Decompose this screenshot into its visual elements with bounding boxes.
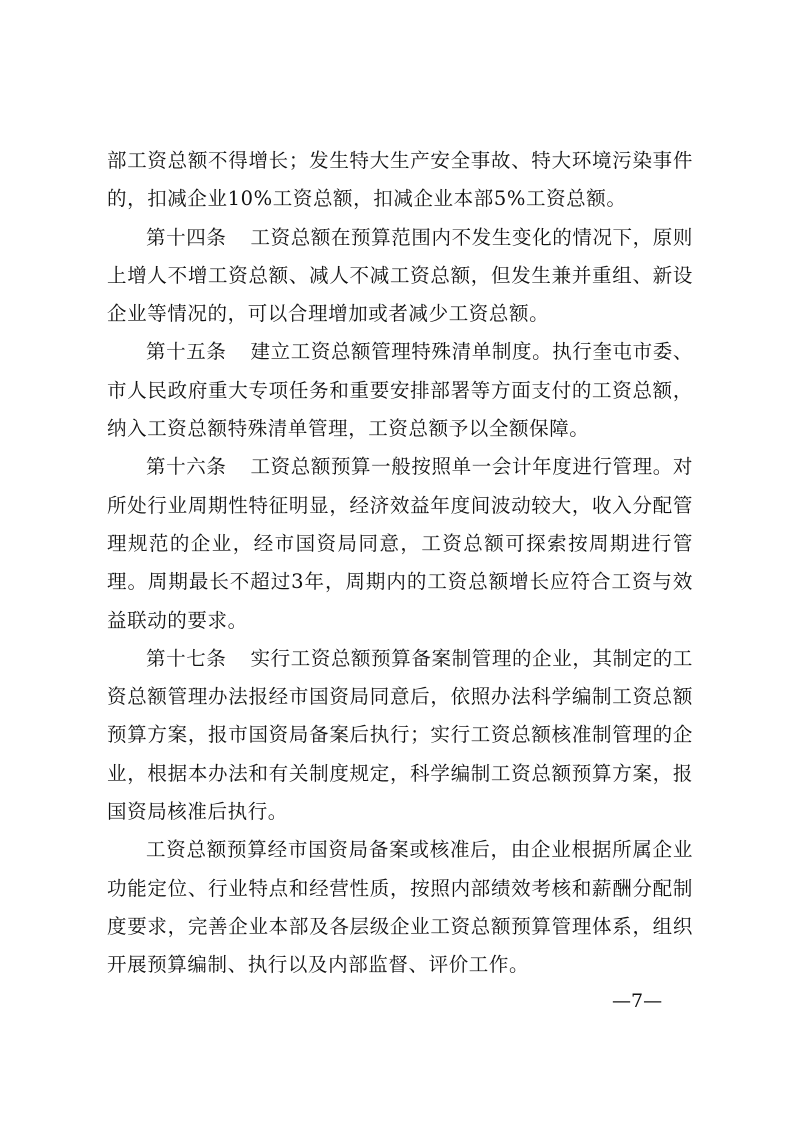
closing-paragraph: 工资总额预算经市国资局备案或核准后，由企业根据所属企业功能定位、行业特点和经营性质，按照内部绩效考核和薪酬分配制度要求，完善企业本部及各层级企业工资总额预算管理体系，组织开展预算编制、执行以及内部监督、评价工作。 bbox=[107, 838, 693, 977]
article-14 bbox=[107, 219, 693, 334]
article-text: 工资总额预算一般按照单一会计年度进行管理。对所处行业周期性特征明显，经济效益年度间波动较大，收入分配管理规范的企业，经市国资局同意，工资总额可探索按周期进行管理。周期最长不超过3年，周期内的工资总额增长应符合工资与效益联动的要求。 bbox=[107, 455, 693, 632]
article-17 bbox=[107, 640, 693, 831]
article-text: 实行工资总额预算备案制管理的企业，其制定的工资总额管理办法报经市国资局同意后，依照办法科学编制工资总额预算方案，报市国资局备案后执行；实行工资总额核准制管理的企业，根据本办法和有关制度规定，科学编制工资总额预算方案，报国资局核准后执行。 bbox=[107, 646, 693, 824]
article-number: 第十四条 bbox=[146, 225, 227, 249]
article-16 bbox=[107, 448, 693, 639]
page-number: —7— bbox=[612, 990, 663, 1012]
article-text: 工资总额在预算范围内不发生变化的情况下，原则上增人不增工资总额、减人不减工资总额，但发生兼并重组、新设企业等情况的，可以合理增加或者减少工资总额。 bbox=[107, 225, 693, 326]
article-15 bbox=[107, 333, 693, 448]
continuation-paragraph: 部工资总额不得增长；发生特大生产安全事故、特大环境污染事件的，扣减企业10%工资总额，扣减企业本部5%工资总额。 bbox=[107, 149, 693, 211]
article-number: 第十五条 bbox=[146, 340, 227, 364]
document-body bbox=[107, 142, 693, 985]
article-number: 第十七条 bbox=[146, 646, 227, 670]
article-number: 第十六条 bbox=[146, 455, 227, 479]
article-text: 建立工资总额管理特殊清单制度。执行奎屯市委、市人民政府重大专项任务和重要安排部署等方面支付的工资总额，纳入工资总额特殊清单管理，工资总额予以全额保障。 bbox=[107, 340, 693, 441]
